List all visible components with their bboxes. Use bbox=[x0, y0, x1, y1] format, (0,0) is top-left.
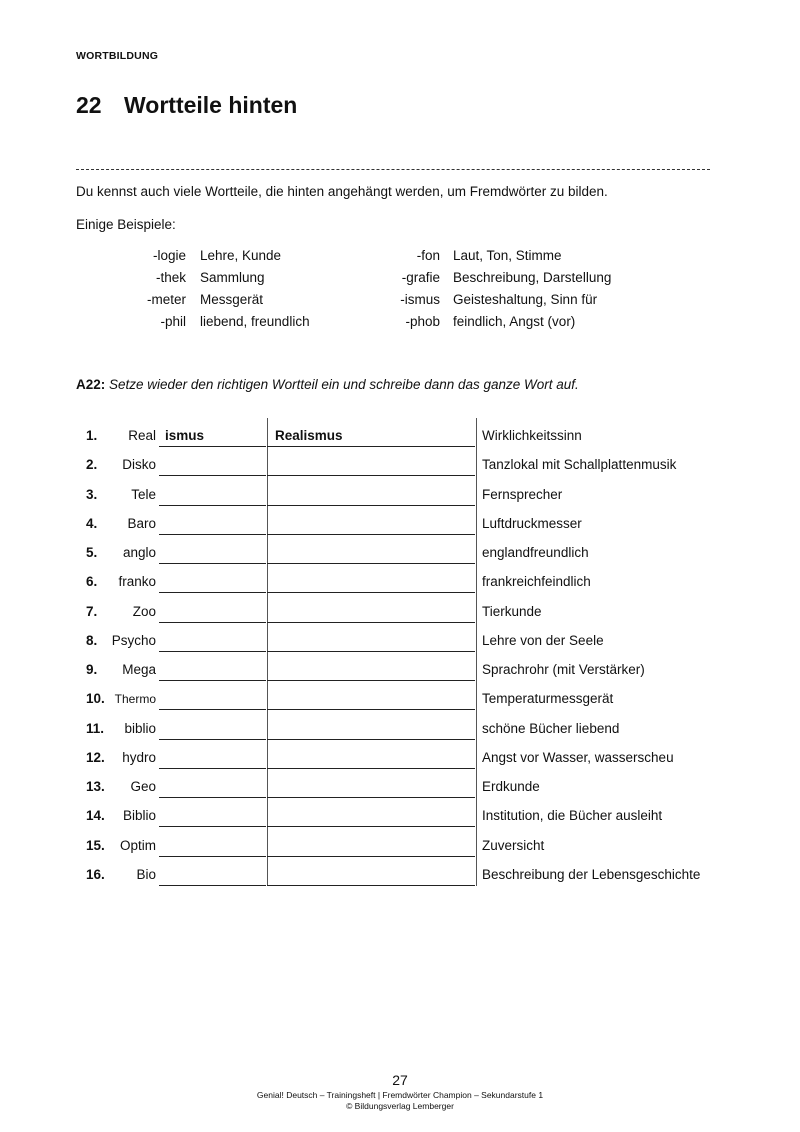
word-stem: franko bbox=[118, 574, 156, 590]
word-definition: Sprachrohr (mit Verstärker) bbox=[482, 662, 645, 677]
task-instruction bbox=[76, 377, 579, 392]
footer-series: Genial! Deutsch – Trainingsheft | Fremdwörter Champion – Sekundarstufe 1 bbox=[256, 1090, 544, 1100]
word-definition: schöne Bücher liebend bbox=[482, 720, 620, 736]
intro-text: Du kennst auch viele Wortteile, die hinten angehängt werden, um Fremdwörter zu bilden. bbox=[76, 184, 608, 199]
row-number: 10. bbox=[86, 691, 105, 707]
example-suffix: -fon bbox=[416, 248, 440, 263]
row-number: 12. bbox=[86, 749, 105, 765]
word-stem: Mega bbox=[122, 662, 156, 677]
word-stem: Baro bbox=[127, 515, 156, 531]
examples-label: Einige Beispiele: bbox=[76, 217, 176, 232]
example-suffix: -meter bbox=[146, 292, 186, 307]
exercise-row bbox=[76, 769, 736, 798]
example-meaning: Messgerät bbox=[200, 292, 264, 307]
exercise-row bbox=[76, 447, 736, 476]
word-definition: Fernsprecher bbox=[482, 486, 563, 502]
word-definition: frankreichfeindlich bbox=[482, 574, 591, 590]
dashed-divider bbox=[76, 169, 710, 170]
word-stem: biblio bbox=[124, 720, 156, 736]
word-stem: anglo bbox=[122, 545, 156, 560]
word-stem: Biblio bbox=[122, 808, 156, 824]
example-meaning: Beschreibung, Darstellung bbox=[453, 270, 612, 285]
page-number: 27 bbox=[392, 1072, 408, 1088]
exercise-row bbox=[76, 828, 736, 857]
example-meaning: Laut, Ton, Stimme bbox=[453, 248, 562, 263]
exercise-row bbox=[76, 477, 736, 506]
word-definition: Temperaturmessgerät bbox=[482, 691, 614, 707]
exercise-row bbox=[76, 564, 736, 593]
row-number: 6. bbox=[86, 574, 98, 590]
row-number: 5. bbox=[86, 545, 98, 560]
exercise-row bbox=[76, 506, 736, 535]
example-row bbox=[76, 246, 716, 268]
word-definition: Tierkunde bbox=[482, 603, 542, 619]
row-number: 15. bbox=[86, 837, 105, 853]
chapter-title: Wortteile hinten bbox=[124, 92, 298, 118]
exercise-table bbox=[76, 418, 736, 886]
example-suffix: -phil bbox=[160, 314, 186, 329]
word-definition: Institution, die Bücher ausleiht bbox=[482, 808, 663, 824]
row-number: 11. bbox=[86, 720, 105, 736]
word-definition: Luftdruckmesser bbox=[482, 515, 582, 531]
example-row bbox=[76, 312, 716, 334]
example-meaning: Sammlung bbox=[200, 270, 265, 285]
word-stem: hydro bbox=[122, 749, 156, 765]
footer-copyright: © Bildungsverlag Lemberger bbox=[346, 1101, 454, 1111]
word-stem: Thermo bbox=[114, 692, 156, 707]
word-definition: Zuversicht bbox=[482, 837, 545, 853]
word-definition: Erdkunde bbox=[482, 779, 540, 794]
word-blank[interactable] bbox=[267, 884, 475, 886]
word-stem: Psycho bbox=[111, 632, 156, 648]
suffix-blank[interactable] bbox=[159, 884, 266, 886]
row-number: 9. bbox=[86, 662, 98, 677]
example-suffix: -logie bbox=[152, 248, 186, 263]
page-title bbox=[76, 92, 297, 119]
exercise-row bbox=[76, 535, 736, 564]
example-suffix: -grafie bbox=[401, 270, 440, 285]
word-definition: englandfreundlich bbox=[482, 545, 589, 560]
row-number: 16. bbox=[86, 866, 105, 882]
row-number: 2. bbox=[86, 457, 98, 473]
examples-list bbox=[76, 246, 716, 334]
row-number: 8. bbox=[86, 632, 98, 648]
word-stem: Tele bbox=[131, 486, 156, 502]
word-definition: Tanzlokal mit Schallplattenmusik bbox=[482, 457, 677, 473]
suffix-answer: ismus bbox=[165, 428, 205, 443]
row-number: 7. bbox=[86, 603, 98, 619]
example-suffix: -phob bbox=[405, 314, 440, 329]
exercise-row bbox=[76, 740, 736, 769]
word-answer: Realismus bbox=[275, 428, 343, 443]
example-suffix: -thek bbox=[155, 270, 186, 285]
example-meaning: liebend, freundlich bbox=[200, 314, 310, 329]
exercise-row bbox=[76, 711, 736, 740]
row-number: 14. bbox=[86, 808, 105, 824]
example-row bbox=[76, 290, 716, 312]
row-number: 4. bbox=[86, 515, 98, 531]
example-meaning: Lehre, Kunde bbox=[200, 248, 282, 263]
exercise-row bbox=[76, 857, 736, 886]
exercise-row bbox=[76, 418, 736, 447]
exercise-row bbox=[76, 681, 736, 710]
exercise-row bbox=[76, 798, 736, 827]
example-suffix: -ismus bbox=[400, 292, 440, 307]
row-number: 3. bbox=[86, 486, 98, 502]
word-stem: Disko bbox=[122, 457, 156, 473]
word-stem: Geo bbox=[130, 779, 156, 794]
example-meaning: Geisteshaltung, Sinn für bbox=[453, 292, 598, 307]
chapter-number: 22 bbox=[76, 92, 102, 118]
section-label: WORTBILDUNG bbox=[76, 50, 159, 62]
exercise-row bbox=[76, 594, 736, 623]
word-stem: Real bbox=[128, 428, 156, 443]
example-meaning: feindlich, Angst (vor) bbox=[453, 314, 576, 329]
task-label: A22: bbox=[76, 377, 106, 392]
example-row bbox=[76, 268, 716, 290]
task-text: Setze wieder den richtigen Wortteil ein und schreibe dann das ganze Wort auf. bbox=[109, 377, 579, 392]
exercise-row bbox=[76, 623, 736, 652]
exercise-row bbox=[76, 652, 736, 681]
word-stem: Bio bbox=[136, 866, 156, 882]
word-definition: Wirklichkeitssinn bbox=[482, 428, 582, 443]
word-definition: Angst vor Wasser, wasserscheu bbox=[482, 749, 674, 765]
word-definition: Lehre von der Seele bbox=[482, 632, 604, 648]
row-number: 13. bbox=[86, 779, 105, 794]
word-definition: Beschreibung der Lebensgeschichte bbox=[482, 866, 701, 882]
row-number: 1. bbox=[86, 428, 98, 443]
word-stem: Optim bbox=[119, 837, 156, 853]
word-stem: Zoo bbox=[132, 603, 156, 619]
